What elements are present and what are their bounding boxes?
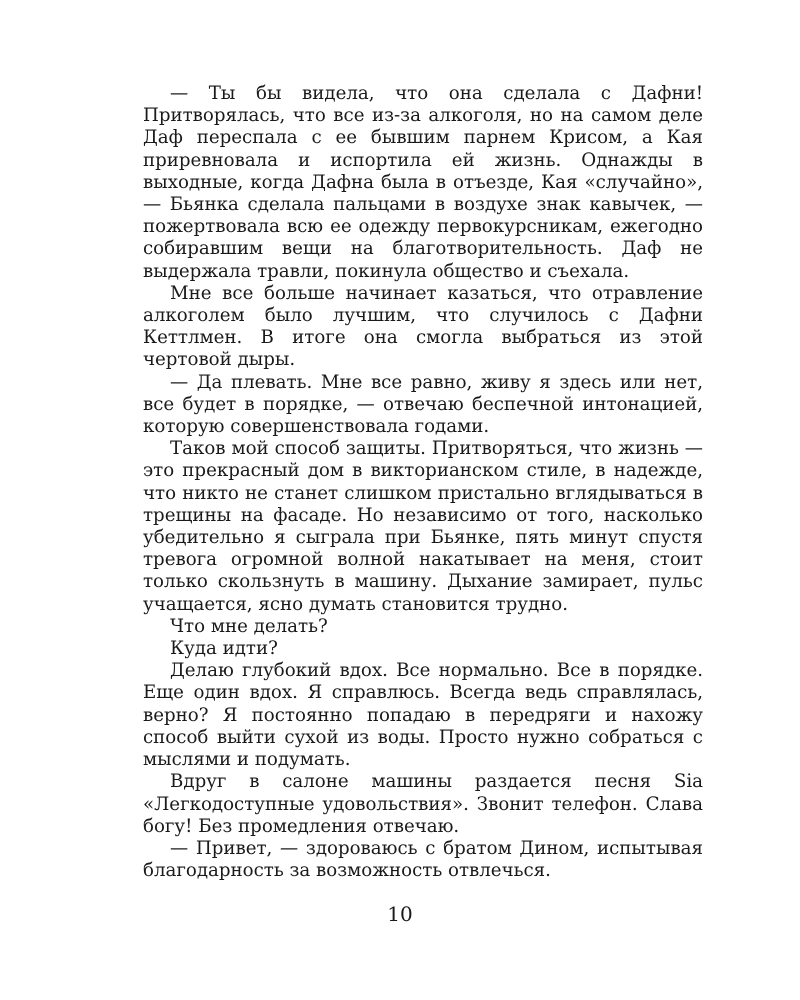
paragraph-2: Мне все больше начинает казаться, что отравление алкоголем было лучшим, что случилось с Дафни Кеттлмен. В итоге она смогла выбраться из этой чертовой дыры. <box>143 282 703 371</box>
paragraph-9: — Привет, — здороваюсь с братом Дином, испытывая благодарность за возможность отвлечься. <box>143 837 703 882</box>
paragraph-7: Делаю глубокий вдох. Все нормально. Все в порядке. Еще один вдох. Я справлюсь. Всегда ведь справлялась, верно? Я постоянно попадаю в передряги и нахожу способ выйти сухой из воды. Просто нужно собраться с мыслями и подумать. <box>143 660 703 771</box>
paragraph-6: Куда идти? <box>170 638 278 660</box>
paragraph-4: Таков мой способ защиты. Притворяться, что жизнь — это прекрасный дом в викторианском стиле, в надежде, что никто не станет слишком пристально вглядываться в трещины на фасаде. Но независимо от того, насколько убедительно я сыграла при Бьянке, пять минут спустя тревога огромной волной накатывает на меня, стоит только скользнуть в машину. Дыхание замирает, пульс учащается, ясно думать становится трудно. <box>143 438 703 615</box>
paragraph-1: — Ты бы видела, что она сделала с Дафни! Притворялась, что все из-за алкоголя, но на самом деле Даф переспала с ее бывшим парнем Крисом, а Кая приревновала и испортила ей жизнь. Однажды в выходные, когда Дафна была в отъезде, Кая «случайно», — Бьянка сделала пальцами в воздухе знак кавычек, — пожертвовала всю ее одежду первокурсникам, ежегодно собиравшим вещи на благотворительность. Даф не выдержала травли, покинула общество и съехала. <box>143 83 703 282</box>
paragraph-5: Что мне делать? <box>170 615 328 637</box>
paragraph-8: Вдруг в салоне машины раздается песня Sia «Легкодоступные удовольствия». Звонит телефон. Слава богу! Без промедления отвечаю. <box>143 771 703 837</box>
body-text <box>143 83 703 882</box>
paragraph-3: — Да плевать. Мне все равно, живу я здесь или нет, все будет в порядке, — отвечаю беспечной интонацией, которую совершенствовала годами. <box>143 371 703 438</box>
page-number: 10 <box>387 902 413 926</box>
